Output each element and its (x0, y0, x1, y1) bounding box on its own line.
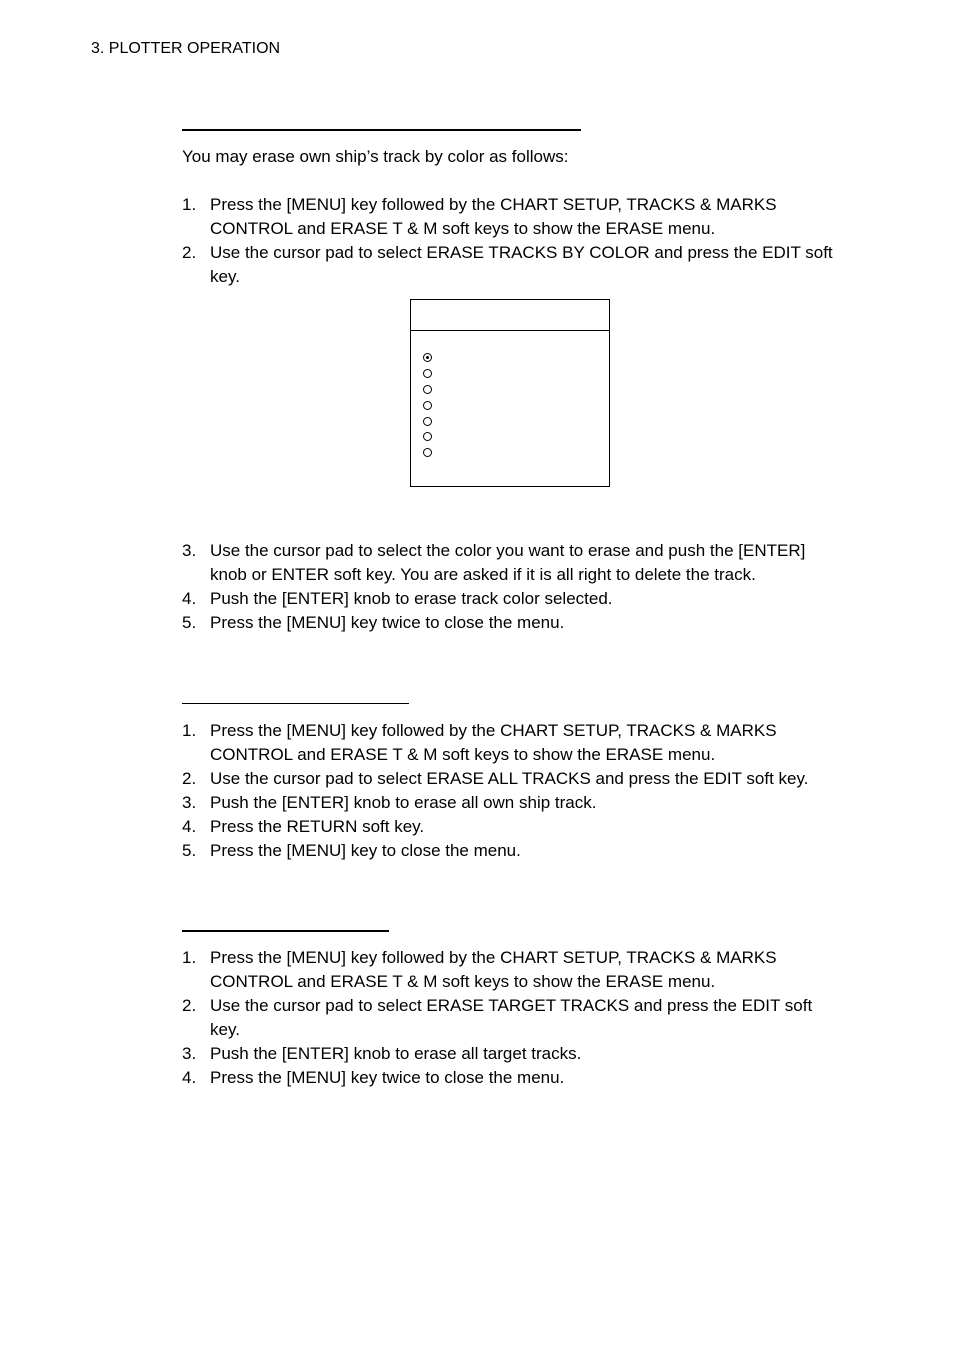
step-text: Press the [MENU] key followed by the CHART SETUP, TRACKS & MARKS CONTROL and ERASE T & M soft keys to show the ERASE menu. (210, 721, 777, 764)
section-heading-rule (182, 703, 409, 704)
list-item (182, 587, 842, 611)
radio-option-icon[interactable] (423, 385, 432, 394)
list-item (182, 815, 842, 839)
step-text: Use the cursor pad to select the color you want to erase and push the [ENTER] knob or ENTER soft key. You are asked if it is all right to delete the track. (210, 541, 806, 584)
step-number: 2. (182, 243, 197, 262)
step-text: Press the [MENU] key followed by the CHART SETUP, TRACKS & MARKS CONTROL and ERASE T & M soft keys to show the ERASE menu. (210, 195, 777, 238)
menu-title-bar (411, 300, 609, 331)
list-item (182, 1066, 842, 1090)
step-number: 4. (182, 817, 197, 836)
step-number: 5. (182, 841, 197, 860)
running-header: 3. PLOTTER OPERATION (91, 40, 281, 57)
step-list (182, 193, 842, 289)
step-text: Push the [ENTER] knob to erase track color selected. (210, 589, 613, 608)
step-number: 1. (182, 721, 197, 740)
step-text: Press the [MENU] key twice to close the menu. (210, 1068, 565, 1087)
radio-option-icon[interactable] (423, 417, 432, 426)
radio-option-icon[interactable] (423, 401, 432, 410)
list-item (182, 839, 842, 863)
list-item (182, 767, 842, 791)
list-item (182, 539, 842, 587)
step-text: Use the cursor pad to select ERASE TARGET TRACKS and press the EDIT soft key. (210, 996, 813, 1039)
list-item (182, 1042, 842, 1066)
step-text: Use the cursor pad to select ERASE ALL TRACKS and press the EDIT soft key. (210, 769, 809, 788)
radio-option-icon[interactable] (423, 369, 432, 378)
step-number: 1. (182, 948, 197, 967)
radio-option-icon[interactable] (423, 448, 432, 457)
step-number: 4. (182, 589, 197, 608)
step-text: Press the [MENU] key followed by the CHART SETUP, TRACKS & MARKS CONTROL and ERASE T & M soft keys to show the ERASE menu. (210, 948, 777, 991)
step-list (182, 946, 842, 1090)
list-item (182, 719, 842, 767)
step-number: 3. (182, 793, 197, 812)
section-heading-rule (182, 930, 389, 932)
step-text: Press the [MENU] key twice to close the menu. (210, 613, 565, 632)
step-number: 1. (182, 195, 197, 214)
step-number: 2. (182, 996, 197, 1015)
list-item (182, 241, 842, 289)
list-item (182, 611, 842, 635)
erase-by-color-menu (410, 299, 610, 487)
step-number: 2. (182, 769, 197, 788)
step-number: 4. (182, 1068, 197, 1087)
step-list (182, 719, 842, 863)
step-number: 5. (182, 613, 197, 632)
step-text: Push the [ENTER] knob to erase all target tracks. (210, 1044, 582, 1063)
step-list (182, 539, 842, 635)
step-text: Press the RETURN soft key. (210, 817, 425, 836)
step-text: Press the [MENU] key to close the menu. (210, 841, 521, 860)
list-item (182, 193, 842, 241)
list-item (182, 791, 842, 815)
step-number: 3. (182, 541, 197, 560)
step-number: 3. (182, 1044, 197, 1063)
list-item (182, 994, 842, 1042)
radio-option-icon[interactable] (423, 432, 432, 441)
radio-option-icon[interactable] (423, 353, 432, 362)
section-heading-rule (182, 129, 581, 131)
step-text: Push the [ENTER] knob to erase all own ship track. (210, 793, 597, 812)
section-intro: You may erase own ship’s track by color as follows: (182, 147, 569, 166)
list-item (182, 946, 842, 994)
step-text: Use the cursor pad to select ERASE TRACKS BY COLOR and press the EDIT soft key. (210, 243, 833, 286)
